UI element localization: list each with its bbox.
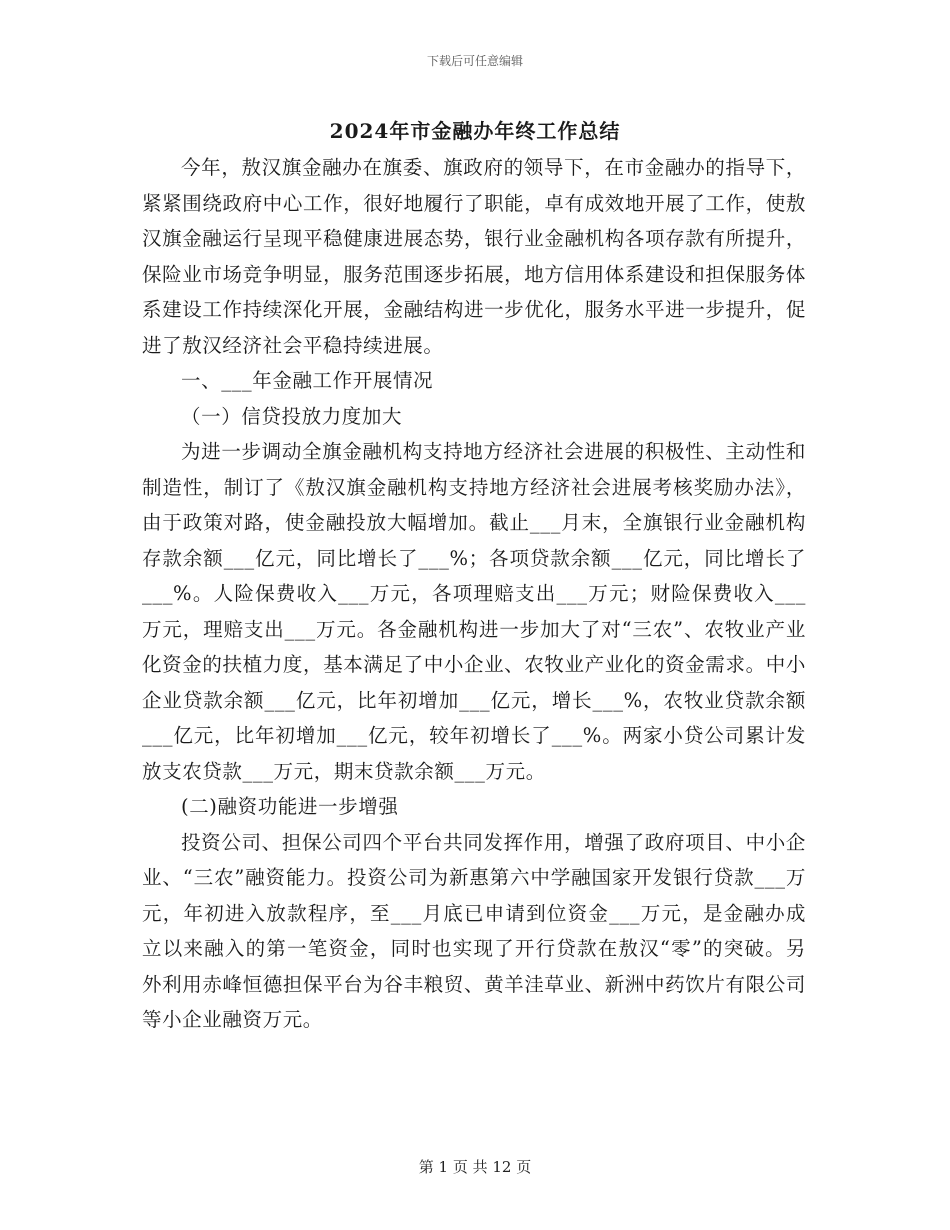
page-number: 第 1 页 共 12 页 (418, 1158, 532, 1176)
section-heading-1: 一、___年金融工作开展情况 (181, 369, 434, 392)
paragraph-credit: 为进一步调动全旗金融机构支持地方经济社会进展的积极性、主动性和制造性，制订了《敖汉旗金融机构支持地方经济社会进展考核奖励办法》，由于政策对路，使金融投放大幅增加。截止___月末，全旗银行业金融机构存款余额___亿元，同比增长了___%；各项贷款余额___亿元，同比增长了___%。人险保费收入___万元，各项理赔支出___万元；财险保费收入___万元，理赔支出___万元。各金融机构进一步加大了对“三农”、农牧业产业化资金的扶植力度，基本满足了中小企业、农牧业产业化的资金需求。中小企业贷款余额___亿元，比年初增加___亿元，增长___%，农牧业贷款余额___亿元，比年初增加___亿元，较年初增长了___%。两家小贷公司累计发放支农贷款___万元，期末贷款余额___万元。 (142, 440, 806, 783)
subsection-heading-credit: （一）信贷投放力度加大 (181, 404, 403, 428)
subsection-heading-financing: (二)融资功能进一步增强 (181, 795, 399, 818)
document-body (142, 150, 806, 1038)
paragraph-intro: 今年，敖汉旗金融办在旗委、旗政府的领导下，在市金融办的指导下，紧紧围绕政府中心工作，很好地履行了职能，卓有成效地开展了工作，使敖汉旗金融运行呈现平稳健康进展态势，银行业金融机构各项存款有所提升，保险业市场竞争明显，服务范围逐步拓展，地方信用体系建设和担保服务体系建设工作持续深化开展，金融结构进一步优化，服务水平进一步提升，促进了敖汉经济社会平稳持续进展。 (142, 156, 806, 357)
document-title: 2024年市金融办年终工作总结 (329, 119, 621, 143)
page-header-note: 下载后可任意编辑 (426, 54, 523, 68)
paragraph-financing: 投资公司、担保公司四个平台共同发挥作用，增强了政府项目、中小企业、“三农”融资能力。投资公司为新惠第六中学融国家开发银行贷款___万元，年初进入放款程序，至___月底已申请到位资金___万元，是金融办成立以来融入的第一笔资金，同时也实现了开行贷款在敖汉“零”的突破。另外利用赤峰恒德担保平台为谷丰粮贸、黄羊洼草业、新洲中药饮片有限公司等小企业融资万元。 (142, 830, 806, 1031)
